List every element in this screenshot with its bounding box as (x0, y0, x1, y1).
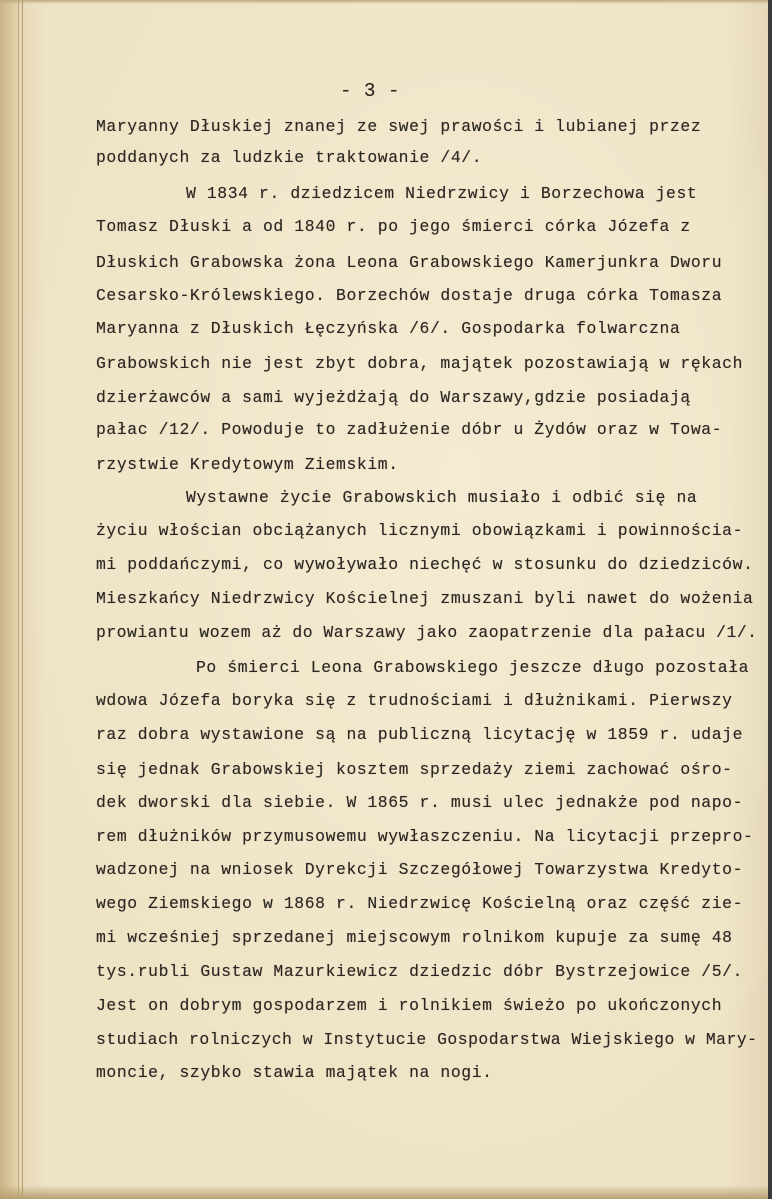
text-line: W 1834 r. dziedzicem Niedrzwicy i Borzechowa jest (186, 184, 698, 203)
text-line: Jest on dobrym gospodarzem i rolnikiem świeżo po ukończonych (96, 996, 723, 1015)
top-edge-shadow (0, 0, 772, 4)
text-line: tys.rubli Gustaw Mazurkiewicz dziedzic dóbr Bystrzejowice /5/. (96, 962, 744, 981)
text-line: się jednak Grabowskiej kosztem sprzedaży ziemi zachować ośro- (96, 760, 733, 779)
text-line: raz dobra wystawione są na publiczną licytację w 1859 r. udaje (96, 725, 744, 744)
text-line: studiach rolniczych w Instytucie Gospodarstwa Wiejskiego w Mary- (96, 1030, 758, 1049)
page-number: - 3 - (340, 80, 401, 102)
text-line: pałac /12/. Powoduje to zadłużenie dóbr u Żydów oraz w Towa- (96, 420, 723, 439)
binding-edge (0, 0, 23, 1199)
text-line: poddanych za ludzkie traktowanie /4/. (96, 148, 483, 167)
text-line: Grabowskich nie jest zbyt dobra, majątek pozostawiają w rękach (96, 354, 744, 373)
text-line: wdowa Józefa boryka się z trudnościami i dłużnikami. Pierwszy (96, 691, 733, 710)
text-line: dzierżawców a sami wyjeżdżają do Warszawy,gdzie posiadają (96, 388, 691, 407)
text-line: mi wcześniej sprzedanej miejscowym rolnikom kupuje za sumę 48 (96, 928, 733, 947)
bottom-edge-shadow (0, 1185, 772, 1199)
right-edge-border (768, 0, 772, 1199)
text-line: prowiantu wozem aż do Warszawy jako zaopatrzenie dla pałacu /1/. (96, 623, 758, 642)
text-line: dek dworski dla siebie. W 1865 r. musi ulec jednakże pod napo- (96, 793, 744, 812)
text-line: wego Ziemskiego w 1868 r. Niedrzwicę Kościelną oraz część zie- (96, 894, 744, 913)
text-line: moncie, szybko stawia majątek na nogi. (96, 1063, 493, 1082)
text-line: Cesarsko-Królewskiego. Borzechów dostaje druga córka Tomasza (96, 286, 723, 305)
text-line: rzystwie Kredytowym Ziemskim. (96, 455, 399, 474)
text-line: Mieszkańcy Niedrzwicy Kościelnej zmuszani byli nawet do wożenia (96, 589, 754, 608)
text-line: Wystawne życie Grabowskich musiało i odbić się na (186, 488, 698, 507)
text-line: Dłuskich Grabowska żona Leona Grabowskiego Kamerjunkra Dworu (96, 253, 723, 272)
text-line: rem dłużników przymusowemu wywłaszczeniu. Na licytacji przepro- (96, 827, 754, 846)
text-line: mi poddańczymi, co wywoływało niechęć w stosunku do dziedziców. (96, 555, 754, 574)
text-line: Maryanna z Dłuskich Łęczyńska /6/. Gospodarka folwarczna (96, 319, 681, 338)
text-line: Tomasz Dłuski a od 1840 r. po jego śmierci córka Józefa z (96, 217, 691, 236)
text-line: Maryanny Dłuskiej znanej ze swej prawości i lubianej przez (96, 117, 702, 136)
text-line: życiu włościan obciążanych licznymi obowiązkami i powinnościa- (96, 521, 744, 540)
text-line: wadzonej na wniosek Dyrekcji Szczegółowej Towarzystwa Kredyto- (96, 860, 744, 879)
text-line: Po śmierci Leona Grabowskiego jeszcze długo pozostała (196, 658, 750, 677)
